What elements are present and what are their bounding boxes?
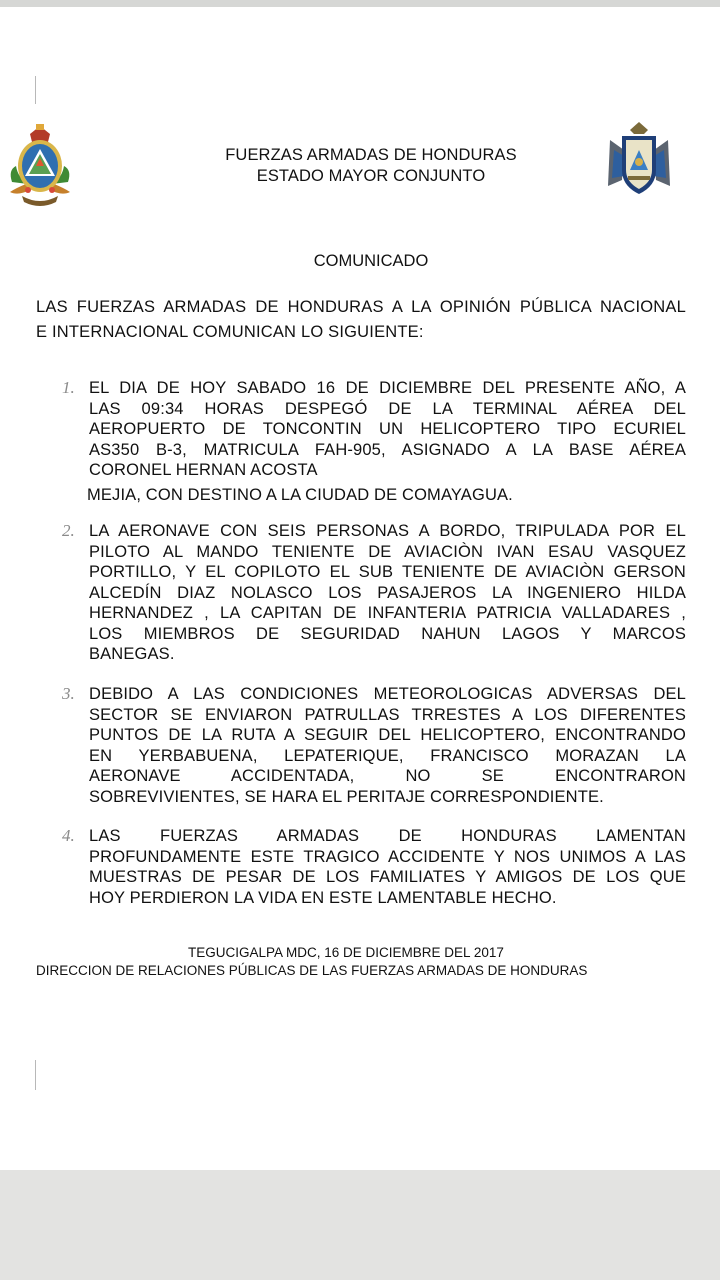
text-line: SOBREVIVIENTES, SE HARA EL PERITAJE CORRESPONDIENTE. [89, 787, 604, 806]
item-number: 4. [62, 826, 75, 845]
text-line: LAS 09:34 HORAS DESPEGÓ DE LA TERMINAL AÉREA DEL [89, 399, 686, 418]
text-line: SECTOR SE ENVIARON PATRULLAS TRRESTES A LOS DIFERENTES [89, 705, 686, 724]
item-text [89, 378, 686, 505]
text-line: HOY PERDIERON LA VIDA EN ESTE LAMENTABLE HECHO. [89, 888, 557, 907]
text-line: PILOTO AL MANDO TENIENTE DE AVIACIÒN IVAN ESAU VASQUEZ [89, 542, 686, 561]
item-number: 2. [62, 521, 75, 540]
item-text [89, 521, 686, 665]
header-line-1: FUERZAS ARMADAS DE HONDURAS [225, 146, 517, 164]
text-line: EL DIA DE HOY SABADO 16 DE DICIEMBRE DEL PRESENTE AÑO, A [89, 379, 686, 397]
text-line: LA AERONAVE CON SEIS PERSONAS A BORDO, TRIPULADA POR EL [89, 522, 686, 540]
document-title: COMUNICADO [313, 252, 429, 270]
text-line: AERONAVE ACCIDENTADA, NO SE ENCONTRARON [89, 767, 686, 785]
item-number: 3. [62, 684, 75, 703]
header-title [180, 145, 562, 187]
item-text [89, 826, 686, 908]
item-text [89, 684, 686, 807]
intro-paragraph [36, 295, 686, 345]
item-number: 1. [62, 378, 75, 397]
text-line: CORONEL HERNAN ACOSTA [89, 461, 318, 479]
top-strip [0, 0, 720, 7]
intro-line-1: LAS FUERZAS ARMADAS DE HONDURAS A LA OPINIÓN PÚBLICA NACIONAL [36, 298, 686, 316]
text-line: MUESTRAS DE PESAR DE LOS FAMILIATES Y AMIGOS DE LOS QUE [89, 868, 686, 886]
text-line: HERNANDEZ , LA CAPITAN DE INFANTERIA PATRICIA VALLADARES , [89, 604, 686, 622]
honduras-coat-of-arms-icon [8, 122, 72, 208]
footer-place-date: TEGUCIGALPA MDC, 16 DE DICIEMBRE DEL 2017 [188, 945, 504, 960]
joint-staff-shield-icon [604, 120, 674, 200]
text-line: LAS FUERZAS ARMADAS DE HONDURAS LAMENTAN [89, 827, 686, 845]
text-line: BANEGAS. [89, 645, 175, 663]
crop-mark-top [35, 76, 36, 104]
text-line: AEROPUERTO DE TONCONTIN UN HELICOPTERO TIPO ECURIEL [89, 420, 686, 438]
text-line: PUNTOS DE LA RUTA A SEGUIR DEL HELICOPTERO, ENCONTRANDO [89, 726, 686, 744]
intro-line-2: E INTERNACIONAL COMUNICAN LO SIGUIENTE: [36, 323, 424, 341]
text-line: PORTILLO, Y EL COPILOTO EL SUB TENIENTE DE AVIACIÒN GERSON [89, 563, 686, 581]
header-line-2: ESTADO MAYOR CONJUNTO [256, 167, 486, 185]
text-line: DEBIDO A LAS CONDICIONES METEOROLOGICAS ADVERSAS DEL [89, 685, 686, 703]
text-line: LOS MIEMBROS DE SEGURIDAD NAHUN LAGOS Y MARCOS [89, 624, 686, 643]
footer-department: DIRECCION DE RELACIONES PÚBLICAS DE LAS FUERZAS ARMADAS DE HONDURAS [36, 963, 588, 978]
text-line: MEJIA, CON DESTINO A LA CIUDAD DE COMAYAGUA. [87, 485, 513, 504]
text-line: AS350 B-3, MATRICULA FAH-905, ASIGNADO A LA BASE AÉREA [89, 440, 686, 459]
crop-mark-bottom [35, 1060, 36, 1090]
text-line: ALCEDÍN DIAZ NOLASCO LOS PASAJEROS LA INGENIERO HILDA [89, 583, 686, 602]
text-line: PROFUNDAMENTE ESTE TRAGICO ACCIDENTE Y NOS UNIMOS A LAS [89, 847, 686, 866]
text-line: EN YERBABUENA, LEPATERIQUE, FRANCISCO MORAZAN LA [89, 746, 686, 765]
